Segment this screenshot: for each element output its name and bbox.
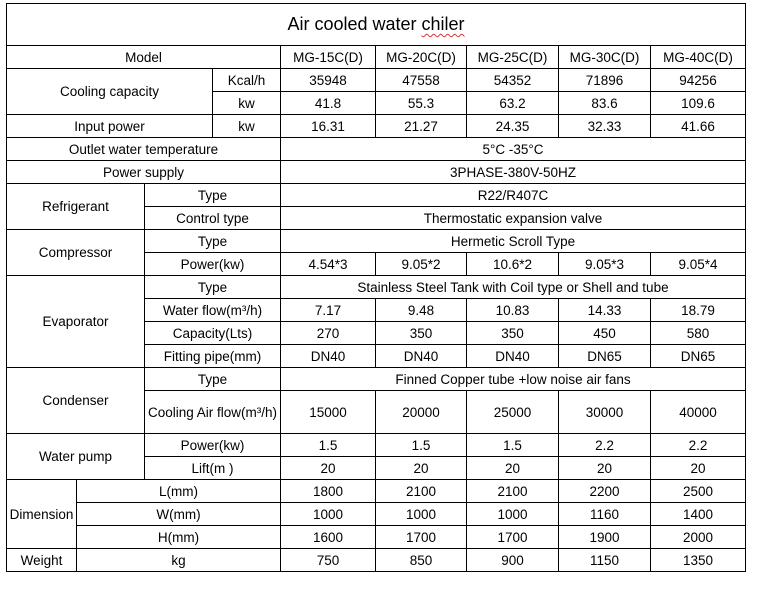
value-cell: 20000 xyxy=(376,391,467,434)
value-cell: 9.05*2 xyxy=(376,253,467,276)
refrigerant-type-value: R22/R407C xyxy=(281,184,746,207)
model-row xyxy=(7,46,746,69)
value-cell: 350 xyxy=(376,322,467,345)
dimension-label: Dimension xyxy=(7,480,77,549)
model-label: Model xyxy=(7,46,281,69)
value-cell: 14.33 xyxy=(559,299,651,322)
value-cell: 25000 xyxy=(467,391,559,434)
refrigerant-label: Refrigerant xyxy=(7,184,145,230)
value-cell: 350 xyxy=(467,322,559,345)
value-cell: 24.35 xyxy=(467,115,559,138)
value-cell: 54352 xyxy=(467,69,559,92)
value-cell: 1000 xyxy=(467,503,559,526)
sub-label: Type xyxy=(145,368,281,391)
value-cell: 15000 xyxy=(281,391,376,434)
value-cell: 1150 xyxy=(559,549,651,572)
input-power-row xyxy=(7,115,746,138)
value-cell: 16.31 xyxy=(281,115,376,138)
value-cell: 2200 xyxy=(559,480,651,503)
cooling-kcal-row xyxy=(7,69,746,92)
sub-label: Type xyxy=(145,184,281,207)
sub-label: Water flow(m³/h) xyxy=(145,299,281,322)
title-underlined-word: chiler xyxy=(421,14,465,34)
value-cell: 83.6 xyxy=(559,92,651,115)
value-cell: 20 xyxy=(559,457,651,480)
compressor-type-row xyxy=(7,230,746,253)
chiller-spec-table xyxy=(6,3,746,572)
value-cell: 1800 xyxy=(281,480,376,503)
condenser-type-row xyxy=(7,368,746,391)
value-cell: 20 xyxy=(281,457,376,480)
power-supply-row xyxy=(7,161,746,184)
value-cell: 1900 xyxy=(559,526,651,549)
value-cell: 1600 xyxy=(281,526,376,549)
value-cell: 35948 xyxy=(281,69,376,92)
outlet-temp-value: 5°C -35°C xyxy=(281,138,746,161)
sub-label: Control type xyxy=(145,207,281,230)
power-supply-value: 3PHASE-380V-50HZ xyxy=(281,161,746,184)
title-prefix: Air cooled water xyxy=(287,14,422,34)
value-cell: 47558 xyxy=(376,69,467,92)
value-cell: 94256 xyxy=(651,69,746,92)
sub-label: Lift(m ) xyxy=(145,457,281,480)
refrigerant-control-value: Thermostatic expansion valve xyxy=(281,207,746,230)
value-cell: 71896 xyxy=(559,69,651,92)
value-cell: 1160 xyxy=(559,503,651,526)
value-cell: 1.5 xyxy=(376,434,467,457)
condenser-type-value: Finned Copper tube +low noise air fans xyxy=(281,368,746,391)
sub-label: Type xyxy=(145,276,281,299)
refrigerant-type-row xyxy=(7,184,746,207)
compressor-type-value: Hermetic Scroll Type xyxy=(281,230,746,253)
value-cell: 2100 xyxy=(376,480,467,503)
sub-label: Type xyxy=(145,230,281,253)
value-cell: 109.6 xyxy=(651,92,746,115)
value-cell: 270 xyxy=(281,322,376,345)
model-header: MG-40C(D) xyxy=(651,46,746,69)
cooling-capacity-label: Cooling capacity xyxy=(7,69,213,115)
value-cell: 450 xyxy=(559,322,651,345)
unit-cell: kg xyxy=(77,549,281,572)
condenser-label: Condenser xyxy=(7,368,145,434)
sub-label: Power(kw) xyxy=(145,434,281,457)
value-cell: 2100 xyxy=(467,480,559,503)
model-header: MG-20C(D) xyxy=(376,46,467,69)
weight-label: Weight xyxy=(7,549,77,572)
value-cell: 10.83 xyxy=(467,299,559,322)
value-cell: 900 xyxy=(467,549,559,572)
title-row xyxy=(7,4,746,46)
value-cell: 41.66 xyxy=(651,115,746,138)
value-cell: 20 xyxy=(376,457,467,480)
sub-label: Power(kw) xyxy=(145,253,281,276)
value-cell: DN40 xyxy=(376,345,467,368)
sub-label: L(mm) xyxy=(77,480,281,503)
value-cell: 2.2 xyxy=(651,434,746,457)
value-cell: 1700 xyxy=(376,526,467,549)
sub-label: H(mm) xyxy=(77,526,281,549)
sub-label: Fitting pipe(mm) xyxy=(145,345,281,368)
value-cell: 850 xyxy=(376,549,467,572)
value-cell: 1.5 xyxy=(281,434,376,457)
value-cell: 9.05*4 xyxy=(651,253,746,276)
evaporator-type-value: Stainless Steel Tank with Coil type or Shell and tube xyxy=(281,276,746,299)
value-cell: 1.5 xyxy=(467,434,559,457)
value-cell: 1700 xyxy=(467,526,559,549)
value-cell: DN40 xyxy=(281,345,376,368)
value-cell: 1000 xyxy=(281,503,376,526)
dimension-h-row xyxy=(7,526,746,549)
value-cell: 2000 xyxy=(651,526,746,549)
value-cell: 32.33 xyxy=(559,115,651,138)
value-cell: DN65 xyxy=(651,345,746,368)
value-cell: 18.79 xyxy=(651,299,746,322)
value-cell: 750 xyxy=(281,549,376,572)
dimension-l-row xyxy=(7,480,746,503)
value-cell: 40000 xyxy=(651,391,746,434)
value-cell: 63.2 xyxy=(467,92,559,115)
outlet-temp-row xyxy=(7,138,746,161)
value-cell: 4.54*3 xyxy=(281,253,376,276)
sub-label: Cooling Air flow(m³/h) xyxy=(145,391,281,434)
pump-power-row xyxy=(7,434,746,457)
value-cell: 21.27 xyxy=(376,115,467,138)
model-header: MG-30C(D) xyxy=(559,46,651,69)
value-cell: 1400 xyxy=(651,503,746,526)
value-cell: 10.6*2 xyxy=(467,253,559,276)
model-header: MG-25C(D) xyxy=(467,46,559,69)
value-cell: 7.17 xyxy=(281,299,376,322)
dimension-w-row xyxy=(7,503,746,526)
unit-cell: Kcal/h xyxy=(213,69,281,92)
value-cell: DN65 xyxy=(559,345,651,368)
value-cell: 580 xyxy=(651,322,746,345)
input-power-label: Input power xyxy=(7,115,213,138)
sub-label: Capacity(Lts) xyxy=(145,322,281,345)
value-cell: 9.05*3 xyxy=(559,253,651,276)
power-supply-label: Power supply xyxy=(7,161,281,184)
value-cell: 1350 xyxy=(651,549,746,572)
outlet-temp-label: Outlet water temperature xyxy=(7,138,281,161)
water-pump-label: Water pump xyxy=(7,434,145,480)
value-cell: 55.3 xyxy=(376,92,467,115)
model-header: MG-15C(D) xyxy=(281,46,376,69)
evaporator-type-row xyxy=(7,276,746,299)
value-cell: 9.48 xyxy=(376,299,467,322)
evaporator-label: Evaporator xyxy=(7,276,145,368)
value-cell: 20 xyxy=(651,457,746,480)
unit-cell: kw xyxy=(213,92,281,115)
weight-row xyxy=(7,549,746,572)
value-cell: 2.2 xyxy=(559,434,651,457)
unit-cell: kw xyxy=(213,115,281,138)
table-title xyxy=(7,4,746,46)
value-cell: 1000 xyxy=(376,503,467,526)
value-cell: 41.8 xyxy=(281,92,376,115)
value-cell: 2500 xyxy=(651,480,746,503)
compressor-label: Compressor xyxy=(7,230,145,276)
value-cell: 20 xyxy=(467,457,559,480)
sub-label: W(mm) xyxy=(77,503,281,526)
value-cell: DN40 xyxy=(467,345,559,368)
value-cell: 30000 xyxy=(559,391,651,434)
